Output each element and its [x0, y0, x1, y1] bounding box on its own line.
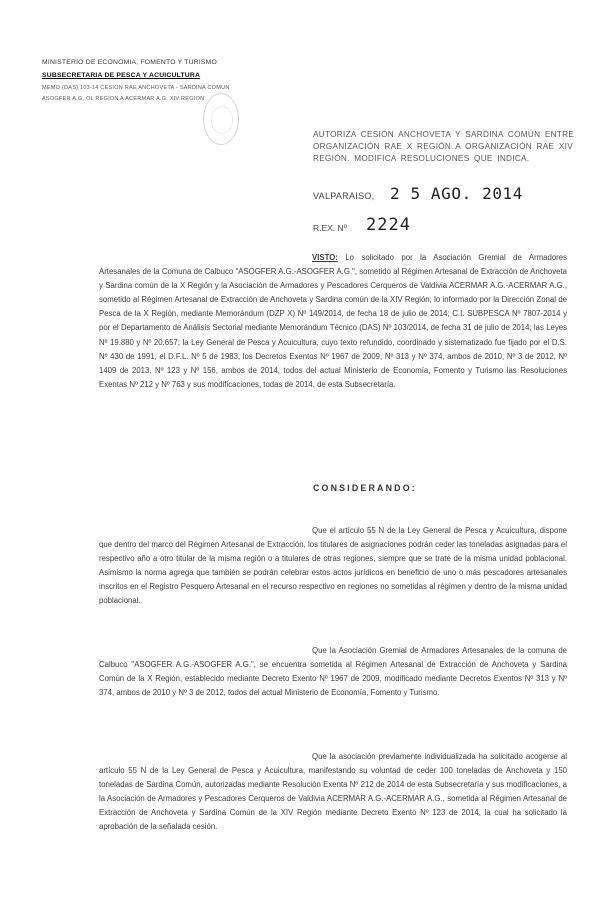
resolution-number: 2224	[366, 215, 411, 235]
considerando-heading: CONSIDERANDO:	[313, 483, 417, 493]
visto-label: VISTO:	[312, 253, 338, 262]
reference-line-2: ASOGFER A.G. OL REGION A ACERMAR A.G. XIV REGION	[42, 96, 205, 102]
faded-stamp	[203, 93, 239, 145]
resolution-number-label: R.EX. Nº	[313, 223, 347, 233]
faded-stamp-inner	[211, 106, 233, 134]
considerando-paragraph-1: Que el artículo 55 N de la Ley General de Pesca y Acuicultura, dispone que dentro del marco del Régimen Artesanal de Extracción, los titulares de asignaciones podrán ceder las toneladas asignadas para el respectivo año a otro titular de la misma región o a titulares de otras regiones, siempre que se trate de la misma unidad poblacional. Asimismo la norma agrega que también se podrán celebrar estos actos jurídicos en beneficio de uno o más pescadores artesanales inscritos en el Registro Pesquero Artesanal en el recurso respectivo en regiones no sometidas al régimen y dentro de la misma unidad poblacional.	[99, 526, 567, 606]
visto-paragraph	[99, 251, 567, 392]
resolution-subject: AUTORIZA CESIÓN ANCHOVETA Y SARDINA COMÚN ENTRE ORGANIZACIÓN RAE X REGIÓN A ORGANIZACIÓN RAE XIV REGIÓN. MODIFICA RESOLUCIONES QUE INDICA.	[313, 130, 575, 163]
reference-line-1: MEMO (DAS) 103-14 CESION RAE ANCHOVETA - SARDINA COMUN	[42, 85, 230, 91]
ministry-name: MINISTERIO DE ECONOMIA, FOMENTO Y TURISMO	[42, 59, 217, 66]
considerando-paragraph-3: Que la asociación previamente individualizada ha solicitado acogerse al artículo 55 N de la Ley General de Pesca y Acuicultura, manifestando su voluntad de ceder 100 toneladas de Anchoveta y 150 toneladas de Sardina Común, autorizadas mediante Resolución Exenta Nº 212 de 2014 de esta Subsecretaría y sus modificaciones, a la Asociación de Armadores y Pescadores Cerqueros de Valdivia ACERMAR A.G.-ACERMAR A.G., sometida al Régimen Artesanal de Extracción de Anchoveta y Sardina Común de la XIV Región mediante Decreto Exento Nº 123 de 2014, la cual ha solicitado la aprobación de la señalada cesión.	[99, 752, 567, 832]
handwritten-date: 2 5 AGO. 2014	[390, 184, 524, 203]
considerando-paragraph-2: Que la Asociación Gremial de Armadores Artesanales de la comuna de Calbuco "ASOGFER A.G.-ASOGFER A.G.", se encuentra sometida al Régimen Artesanal de Extracción de Anchoveta y Sardina Común de la X Región, establecido mediante Decreto Exento Nº 1967 de 2009, modificado mediante Decretos Exentos Nº 313 y Nº 374, ambos de 2010 y Nº 3 de 2012, todos del actual Ministerio de Economía, Fomento y Turismo.	[99, 646, 567, 698]
visto-text: Lo solicitado por la Asociación Gremial de Armadores Artesanales de la Comuna de Calbuco "ASOGFER A.G.-ASOGFER A.G.", sometido al Régimen Artesanal de Extracción de Anchoveta y Sardina común de la X Región y la Asociación de Armadores y Pescadores Cerqueros de Valdivia ACERMAR A.G.-ACERMAR A.G., sometido al Régimen Artesanal de Extracción de Anchoveta y Sardina común de la XIV Región; lo informado por la Dirección Zonal de Pesca de la X Región, mediante Memorándum (DZP X) Nº 149/2014, de fecha 18 de julio de 2014; C.I. SUBPESCA Nº 7807-2014 y por el Departamento de Análisis Sectorial mediante Memorándum Técnico (DAS) Nº 103/2014, de fecha 31 de julio de 2014; las Leyes Nº 19.880 y Nº 20.657; la Ley General de Pesca y Acuicultura, cuyo texto refundido, coordinado y sistematizado fue fijado por el D.S. Nº 430 de 1991, el D.F.L. Nº 5 de 1983, los Decretos Exentos Nº 1967 de 2009, Nº 313 y Nº 374, ambos de 2010, Nº 3 de 2012, Nº 1409 de 2013, Nº 123 y Nº 156, ambos de 2014, todos del actual Ministerio de Economía, Fomento y Turismo las Resoluciones Exentas Nº 212 y Nº 763 y sus modificaciones, todas de 2014, de esta Subsecretaría.	[99, 253, 567, 389]
place-label: VALPARAISO,	[313, 191, 375, 201]
undersecretariat-name: SUBSECRETARIA DE PESCA Y ACUICULTURA	[42, 72, 201, 79]
